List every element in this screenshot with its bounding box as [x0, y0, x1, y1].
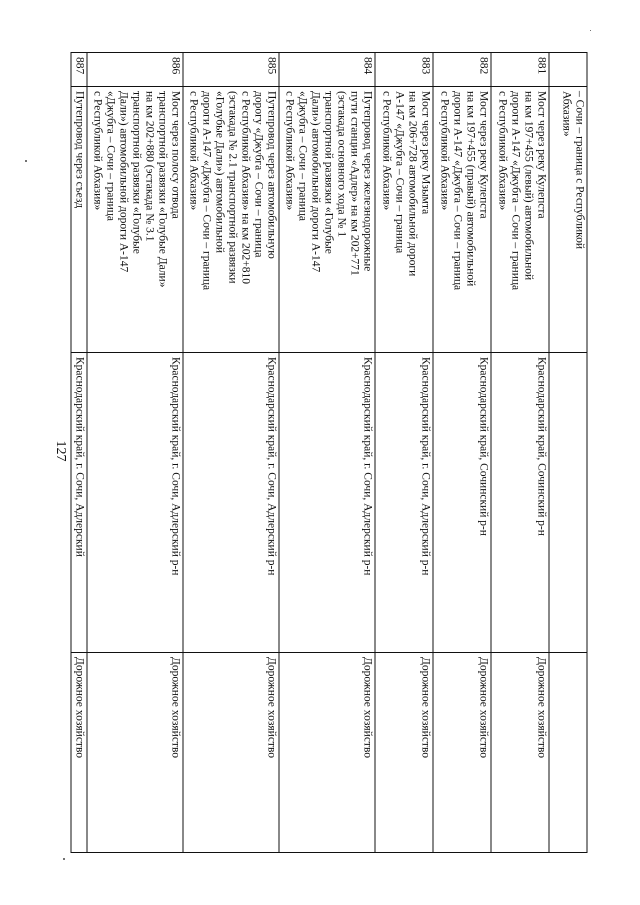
location: Краснодарский край, г. Сочи, Адлерский р-н [87, 353, 183, 653]
object-line: транспортной развязки «Голубые [130, 91, 143, 254]
object-line: Путепровод через железнодорожные [361, 91, 374, 272]
object-line: «Голубые Дали») автомобильной [213, 91, 226, 254]
owner: Дорожное хозяйство [183, 653, 279, 853]
owner: Дорожное хозяйство [279, 653, 375, 853]
object-line: на км 202+880 (эстакада № 3.1 [143, 91, 156, 242]
object-line: (эстакада основного хода № 1 [335, 91, 348, 238]
object-line: «Джубга – Сочи – граница [296, 91, 309, 222]
object-line: с Республикой Абхазия» [496, 91, 509, 211]
object-name [375, 87, 433, 353]
object-line: с Республикой Абхазия» [380, 91, 393, 211]
rotated-table-wrapper [53, 52, 588, 852]
object-name [279, 87, 375, 353]
row-number [549, 53, 587, 87]
object-name [87, 87, 183, 353]
table-row [279, 53, 375, 853]
object-line: Мост через реку Мзымта [419, 91, 432, 215]
row-number: 883 [375, 53, 433, 87]
row-number: 885 [183, 53, 279, 87]
register-table [71, 52, 588, 853]
object-line: транспортной развязки «Голубые Дали» [156, 91, 169, 288]
object-name [71, 87, 87, 353]
owner: Дорожное хозяйство [87, 653, 183, 853]
row-number: 882 [433, 53, 491, 87]
owner [549, 653, 587, 853]
table-row [375, 53, 433, 853]
owner: Дорожное хозяйство [375, 653, 433, 853]
location: Краснодарский край, Сочинский р-н [491, 353, 549, 653]
object-line: с Республикой Абхазия» [283, 91, 296, 211]
page-number: 127 [53, 440, 68, 462]
owner: Дорожное хозяйство [71, 653, 87, 853]
object-name [183, 87, 279, 353]
object-line: Дали») автомобильной дороги А-147 [117, 91, 130, 273]
table-row [433, 53, 491, 853]
table-row [183, 53, 279, 853]
table-row [491, 53, 549, 853]
table-row [87, 53, 183, 853]
object-name [433, 87, 491, 353]
location [549, 353, 587, 653]
object-line: Путепровод через автомобильную [265, 91, 278, 259]
object-line: дороги А-147 «Джубга – Сочи – граница [451, 91, 464, 291]
scan-speck [63, 858, 65, 860]
object-name [549, 87, 587, 353]
object-line: на км 197+455 (правый) автомобильной [464, 91, 477, 287]
location: Краснодарский край, г. Сочи, Адлерский р-н [375, 353, 433, 653]
row-number: 887 [71, 53, 87, 87]
object-line: дороги А-147 «Джубга – Сочи – граница [200, 91, 213, 291]
object-line: Мост через полосу отвода [169, 91, 182, 219]
location: Краснодарский край, г. Сочи, Адлерский р-н [183, 353, 279, 653]
location: Краснодарский край, Сочинский р-н [433, 353, 491, 653]
object-line: А-147 «Джубга – Сочи – граница [393, 91, 406, 254]
table-row [71, 53, 87, 853]
object-line: на км 197+455 (левый) автомобильной [522, 91, 535, 281]
object-line: Мост через реку Кулепста [477, 91, 490, 219]
object-line: на км 206+728 автомобильной дороги [406, 91, 419, 277]
object-line: дороги А-147 «Джубга – Сочи – граница [509, 91, 522, 291]
scan-speck [25, 160, 27, 162]
location: Краснодарский край, г. Сочи, Адлерский р-н [279, 353, 375, 653]
table-row [549, 53, 587, 853]
object-line: (эстакада № 2.1 транспортной развязки [226, 91, 239, 284]
row-number: 886 [87, 53, 183, 87]
object-line: пути станции «Адлер» на км 202+771 [348, 91, 361, 276]
object-line: с Республикой Абхазия» [187, 91, 200, 211]
object-line: Мост через реку Кулепста [535, 91, 548, 219]
object-line: «Джубга – Сочи – граница [104, 91, 117, 222]
row-number: 884 [279, 53, 375, 87]
row-number: 881 [491, 53, 549, 87]
object-line: Путепровод через съезд [73, 91, 86, 209]
location: Краснодарский край, г. Сочи, Адлерский [71, 353, 87, 653]
object-name [491, 87, 549, 353]
object-line: Дали») автомобильной дороги А-147 [309, 91, 322, 273]
owner: Дорожное хозяйство [491, 653, 549, 853]
object-line: дорогу «Джубга – Сочи – граница [252, 91, 265, 258]
object-line: с Республикой Абхазия» [438, 91, 451, 211]
object-line: с Республикой Абхазия» на км 202+810 [239, 91, 252, 285]
object-line: – Сочи – граница с Республикой [573, 91, 586, 250]
object-line: Абхазия» [560, 91, 573, 137]
object-line: транспортной развязки «Голубые [322, 91, 335, 254]
owner: Дорожное хозяйство [433, 653, 491, 853]
object-line: с Республикой Абхазия» [91, 91, 104, 211]
scan-speck [590, 30, 591, 31]
